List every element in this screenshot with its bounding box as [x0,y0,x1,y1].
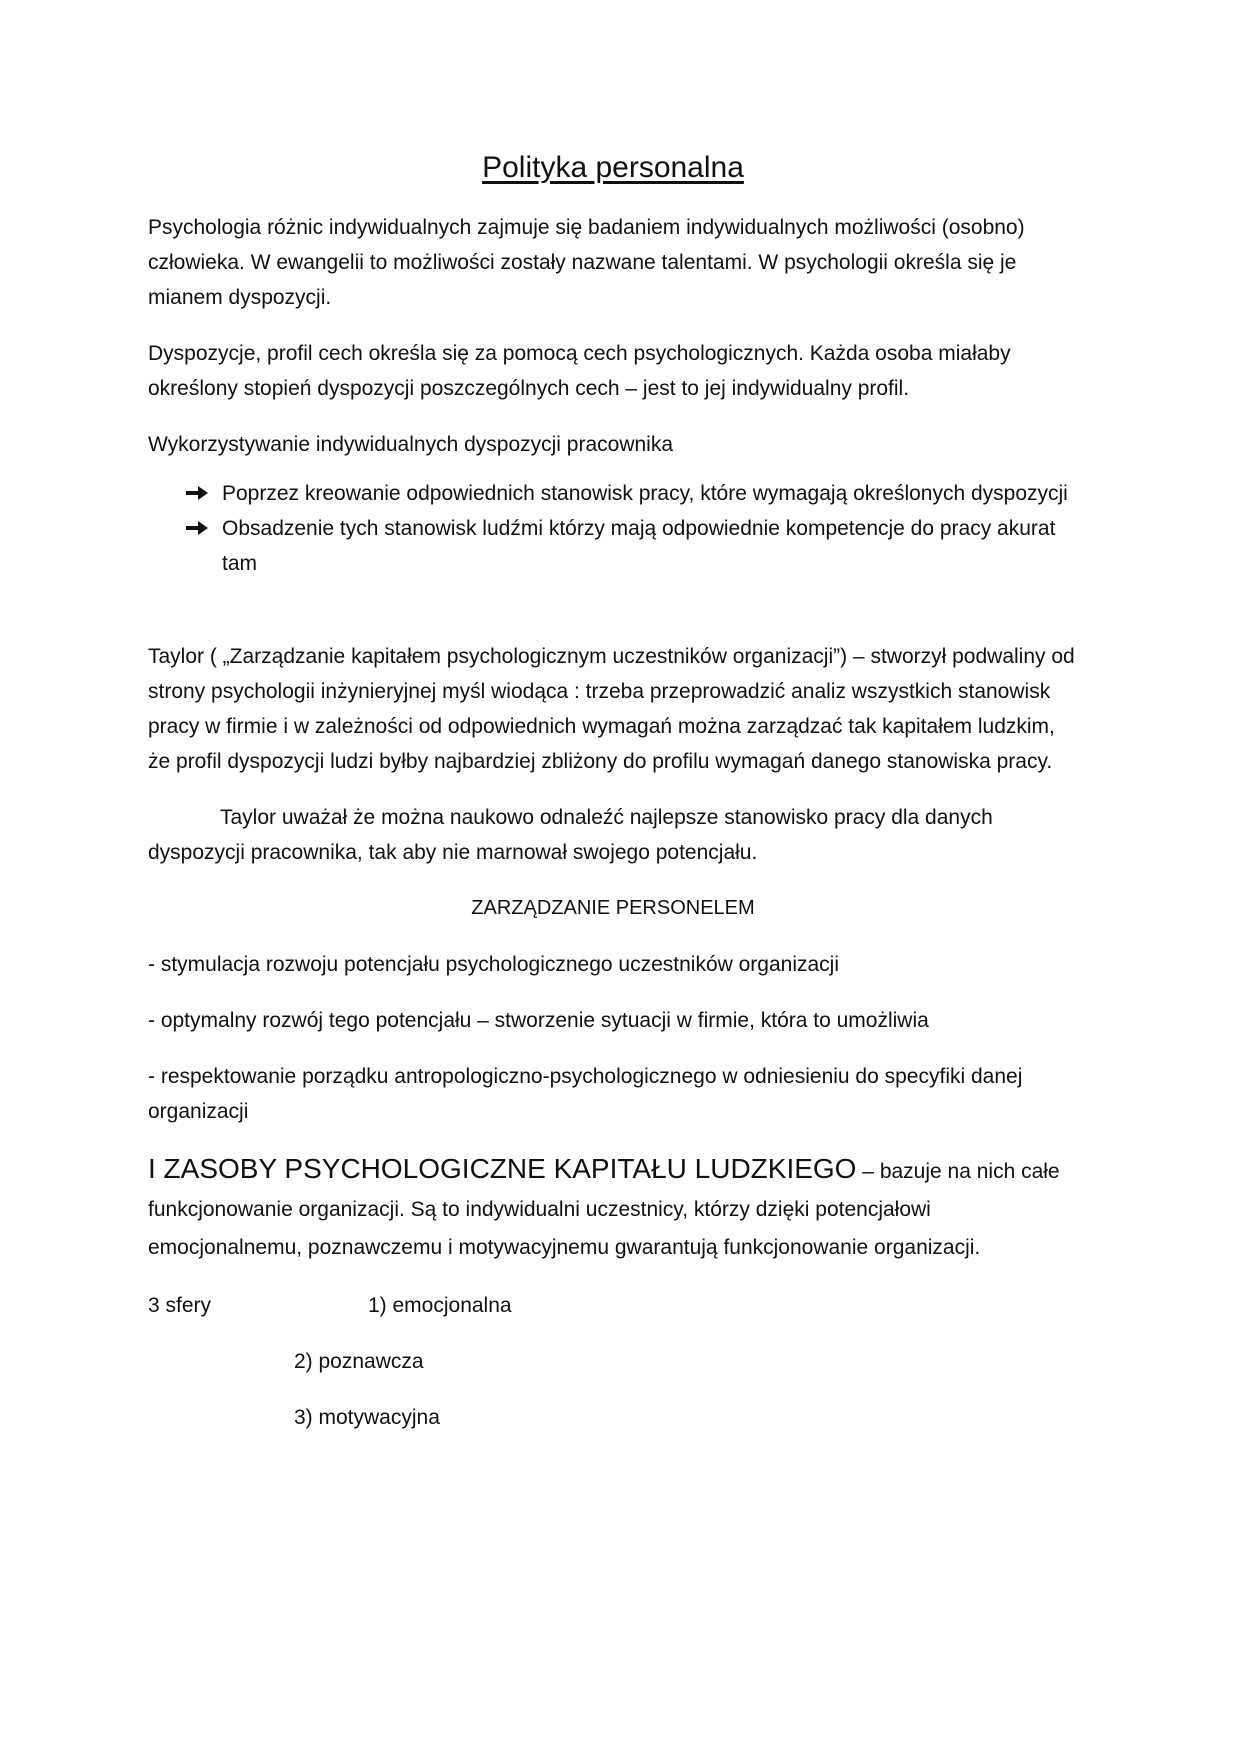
section-psychological-resources [148,1150,1078,1267]
spheres-list [148,1288,1078,1478]
sphere-item: 1) emocjonalna [368,1294,512,1317]
right-arrow-icon [186,485,208,501]
sphere-item: 3) motywacyjna [294,1406,440,1429]
document-body [148,148,1078,1478]
paragraph-using-dispositions: Wykorzystywanie indywidualnych dyspozycji pracownika [148,433,674,456]
management-list [148,947,1078,1129]
management-item: - stymulacja rozwoju potencjału psychologicznego uczestników organizacji [148,953,840,976]
section-body: – bazuje na nich całe funkcjonowanie organizacji. Są to indywidualni uczestnicy, którzy dzięki potencjałowi emocjonalnemu, poznawczemu i motywacyjnemu gwarantują funkcjonowanie organizacji. [148,1160,1060,1259]
management-item: - optymalny rozwój tego potencjału – stworzenie sytuacji w firmie, która to umożliwia [148,1009,929,1032]
spheres-label: 3 sfery [148,1294,212,1317]
paragraph-individual-differences: Psychologia różnic indywidualnych zajmuje się badaniem indywidualnych możliwości (osobno) człowieka. W ewangelii to możliwości zostały nazwane talentami. W psychologii określa się je mianem dyspozycji. [148,216,1025,309]
paragraph-dispositions: Dyspozycje, profil cech określa się za pomocą cech psychologicznych. Każda osoba miałaby określony stopień dyspozycji poszczególnych cech – jest to jej indywidualny profil. [148,342,1011,400]
arrow-list-item-text: Obsadzenie tych stanowisk ludźmi którzy mają odpowiednie kompetencje do pracy akurat tam [222,517,1056,575]
management-heading: ZARZĄDZANIE PERSONELEM [471,897,755,919]
paragraph-taylor-believed: Taylor uważał że można naukowo odnaleźć najlepsze stanowisko pracy dla danych dyspozycji pracownika, tak aby nie marnował swojego potencjału. [148,806,993,864]
arrow-list-item [222,476,1078,511]
paragraph-taylor: Taylor ( „Zarządzanie kapitałem psychologicznym uczestników organizacji”) – stworzył podwaliny od strony psychologii inżynieryjnej myśl wiodąca : trzeba przeprowadzić analiz wszystkich stanowisk pracy w firmie i w zależności od odpowiednich wymagań można zarządzać tak kapitałem ludzkim, że profil dyspozycji ludzi byłby najbardziej zbliżony do profilu wymagań danego stanowiska pracy. [148,645,1075,773]
sphere-item: 2) poznawcza [294,1350,424,1373]
page-title: Polityka personalna [482,151,744,184]
section-heading: I ZASOBY PSYCHOLOGICZNE KAPITAŁU LUDZKIEGO [148,1153,857,1184]
right-arrow-icon [186,520,208,536]
arrow-list-item-text: Poprzez kreowanie odpowiednich stanowisk pracy, które wymagają określonych dyspozycji [222,482,1068,505]
management-item: - respektowanie porządku antropologiczno-psychologicznego w odniesieniu do specyfiki danej organizacji [148,1065,1023,1123]
arrow-list [148,476,1078,581]
arrow-list-item [222,511,1078,581]
